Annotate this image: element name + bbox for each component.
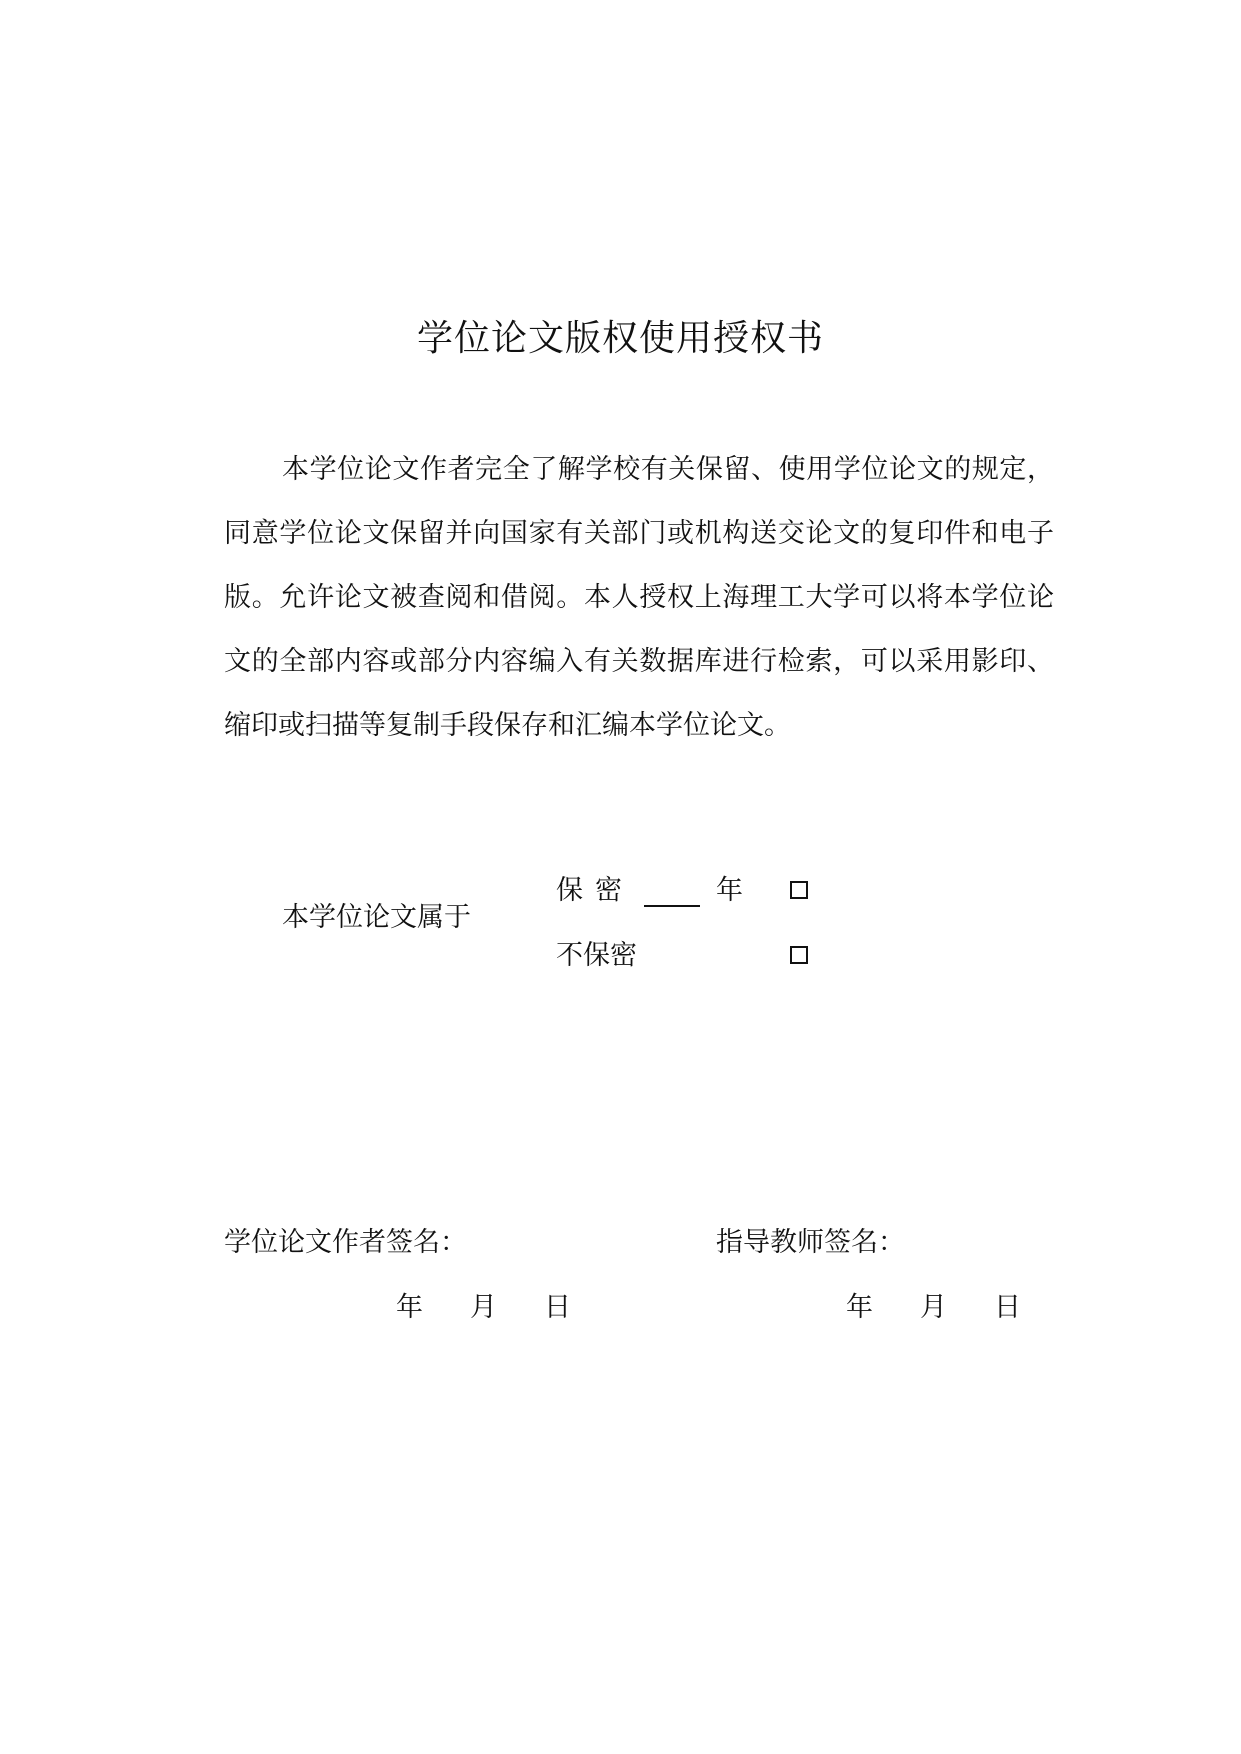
nonsecret-option-label: 不保密 <box>556 940 637 971</box>
secret-year-unit: 年 <box>716 875 743 906</box>
classification-label: 本学位论文属于 <box>282 902 471 933</box>
author-date-day: 日 <box>544 1292 571 1323</box>
document-title: 学位论文版权使用授权书 <box>416 318 824 359</box>
secret-years-blank[interactable] <box>644 905 700 907</box>
advisor-date-month: 月 <box>920 1292 947 1323</box>
authorization-paragraph: 本学位论文作者完全了解学校有关保留、使用学位论文的规定，同意学位论文保留并向国家有关部门或机构送交论文的复印件和电子版。允许论文被查阅和借阅。本人授权上海理工大学可以将本学位论文的全部内容或部分内容编入有关数据库进行检索，可以采用影印、缩印或扫描等复制手段保存和汇编本学位论文。 <box>224 454 1054 741</box>
advisor-date-day: 日 <box>994 1292 1021 1323</box>
advisor-date-year: 年 <box>846 1292 873 1323</box>
author-date-month: 月 <box>470 1292 497 1323</box>
secret-checkbox[interactable] <box>790 881 808 899</box>
nonsecret-checkbox[interactable] <box>790 946 808 964</box>
author-date-year: 年 <box>396 1292 423 1323</box>
secret-option-label: 保密 <box>556 875 634 906</box>
author-signature-label: 学位论文作者签名： <box>224 1227 467 1258</box>
advisor-signature-label: 指导教师签名： <box>716 1227 905 1258</box>
